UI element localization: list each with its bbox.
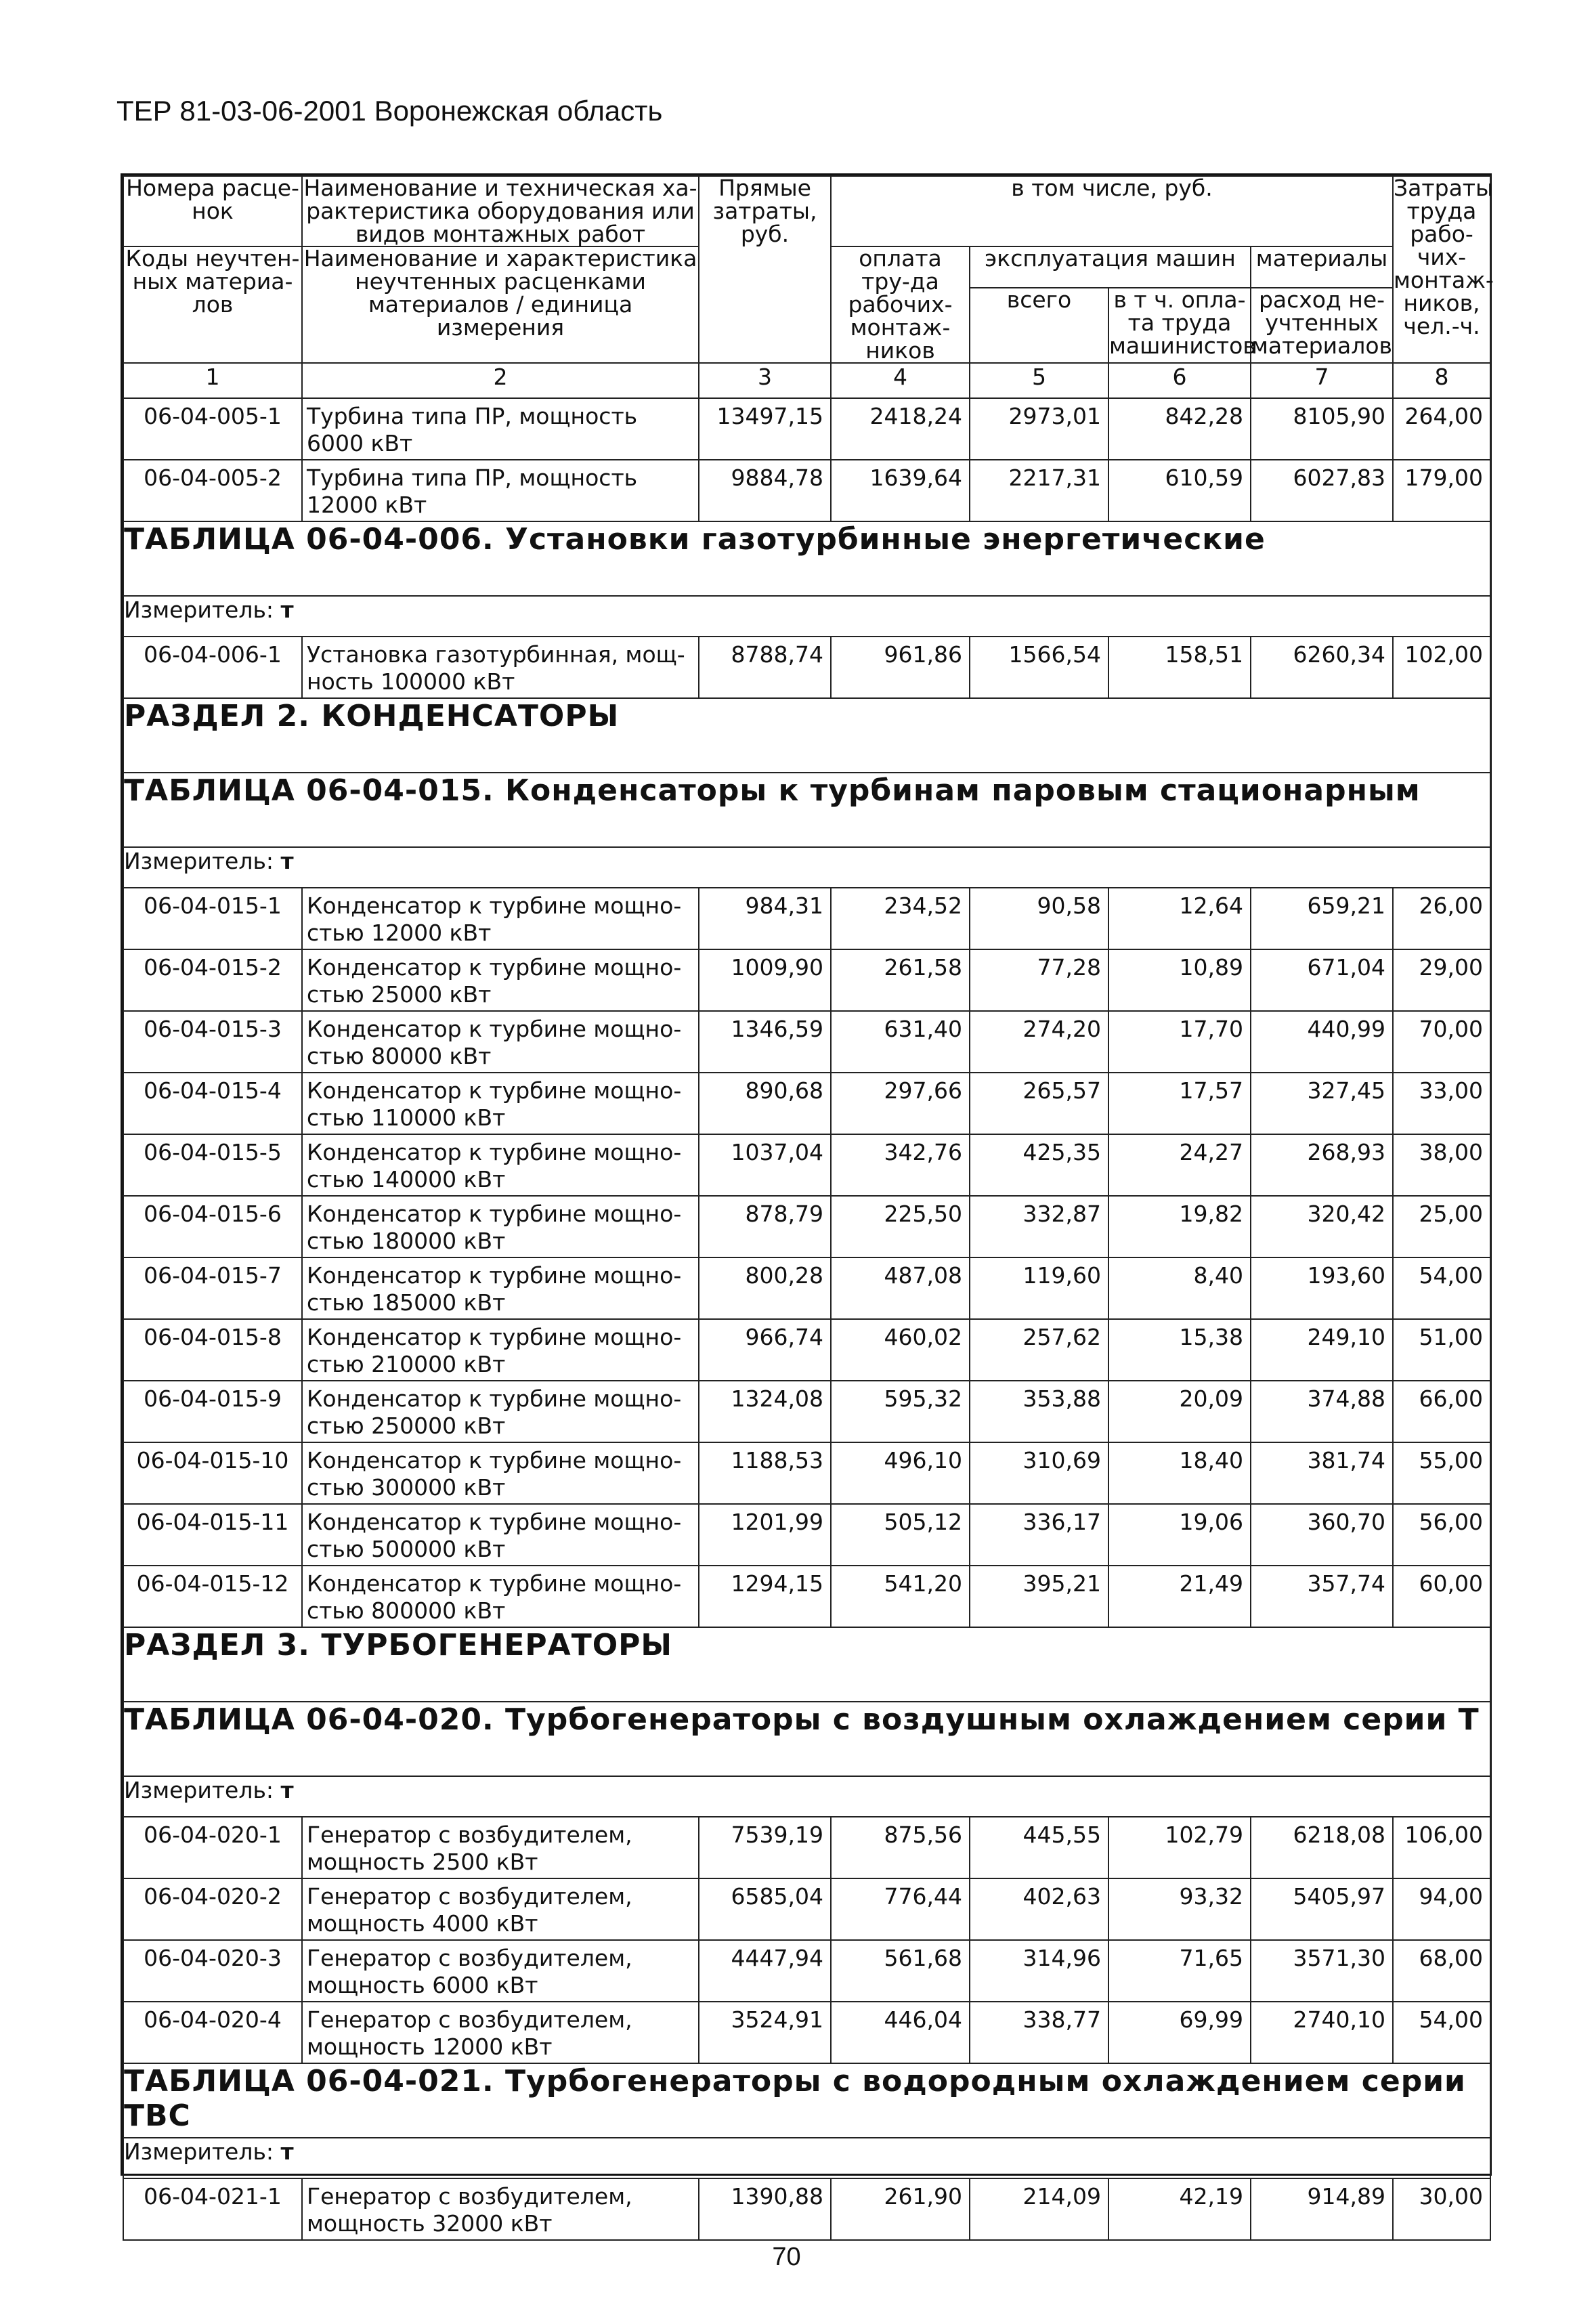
table-row — [123, 888, 1490, 949]
labor-hours: 38,00 — [1393, 1134, 1490, 1196]
rate-name: Конденсатор к турбине мощно-стью 12000 кВт — [302, 888, 699, 949]
unit-value: т — [280, 597, 294, 623]
materials-cost: 6260,34 — [1251, 637, 1393, 698]
unit-cell — [123, 596, 1490, 637]
machine-labor: 19,06 — [1108, 1504, 1251, 1566]
col-machine-labor: в т ч. опла-та труда машинистов — [1108, 288, 1251, 363]
section-title-row — [123, 698, 1490, 773]
unit-value: т — [280, 1777, 294, 1803]
machine-total: 338,77 — [970, 2002, 1108, 2063]
table-row — [123, 2002, 1490, 2063]
table-row — [123, 398, 1490, 460]
rate-name: Конденсатор к турбине мощно-стью 180000 кВт — [302, 1196, 699, 1257]
table-row — [123, 1817, 1490, 1878]
column-number: 8 — [1393, 363, 1490, 398]
direct-costs: 13497,15 — [699, 398, 831, 460]
machine-labor: 8,40 — [1108, 1257, 1251, 1319]
column-number: 1 — [123, 363, 302, 398]
labor-hours: 25,00 — [1393, 1196, 1490, 1257]
unit-row — [123, 1776, 1490, 1817]
machine-labor: 69,99 — [1108, 2002, 1251, 2063]
labor-pay: 297,66 — [831, 1073, 970, 1134]
col-labor-costs: Затраты труда рабо-чих-монтаж-ников, чел.-ч. — [1393, 176, 1490, 363]
materials-cost: 320,42 — [1251, 1196, 1393, 1257]
rate-code: 06-04-020-2 — [123, 1878, 302, 1940]
direct-costs: 3524,91 — [699, 2002, 831, 2063]
labor-pay: 875,56 — [831, 1817, 970, 1878]
unit-value: т — [280, 2138, 294, 2165]
column-number: 3 — [699, 363, 831, 398]
direct-costs: 984,31 — [699, 888, 831, 949]
rate-name: Конденсатор к турбине мощно-стью 25000 кВт — [302, 949, 699, 1011]
direct-costs: 966,74 — [699, 1319, 831, 1381]
materials-cost: 659,21 — [1251, 888, 1393, 949]
rate-name: Генератор с возбудителем, мощность 2500 кВт — [302, 1817, 699, 1878]
materials-cost: 440,99 — [1251, 1011, 1393, 1073]
rate-name: Конденсатор к турбине мощно-стью 300000 кВт — [302, 1442, 699, 1504]
document-header: ТЕР 81-03-06-2001 Воронежская область — [116, 95, 663, 127]
machine-total: 445,55 — [970, 1817, 1108, 1878]
direct-costs: 1294,15 — [699, 1566, 831, 1627]
rate-name: Конденсатор к турбине мощно-стью 185000 кВт — [302, 1257, 699, 1319]
table-title-row — [123, 1702, 1490, 1776]
machine-labor: 610,59 — [1108, 460, 1251, 521]
rate-name: Турбина типа ПР, мощность 6000 кВт — [302, 398, 699, 460]
direct-costs: 1037,04 — [699, 1134, 831, 1196]
machine-total: 402,63 — [970, 1878, 1108, 1940]
materials-cost: 249,10 — [1251, 1319, 1393, 1381]
rate-code: 06-04-015-10 — [123, 1442, 302, 1504]
col-name-tech: Наименование и техническая ха-рактеристика оборудования или видов монтажных работ — [302, 176, 699, 246]
rate-name: Генератор с возбудителем, мощность 4000 кВт — [302, 1878, 699, 1940]
column-number: 4 — [831, 363, 970, 398]
labor-hours: 94,00 — [1393, 1878, 1490, 1940]
materials-cost: 381,74 — [1251, 1442, 1393, 1504]
table-row — [123, 1319, 1490, 1381]
rate-name: Генератор с возбудителем, мощность 12000 кВт — [302, 2002, 699, 2063]
table-title-cell — [123, 2063, 1490, 2138]
rate-code: 06-04-006-1 — [123, 637, 302, 698]
machine-total: 77,28 — [970, 949, 1108, 1011]
materials-cost: 374,88 — [1251, 1381, 1393, 1442]
col-direct-costs: Прямые затраты, руб. — [699, 176, 831, 363]
table-title: ТАБЛИЦА 06-04-020. Турбогенераторы с воздушным охлаждением серии Т — [124, 1702, 1480, 1737]
unit-cell — [123, 2138, 1490, 2178]
labor-pay: 541,20 — [831, 1566, 970, 1627]
rate-name: Установка газотурбинная, мощ-ность 100000 кВт — [302, 637, 699, 698]
machine-total: 310,69 — [970, 1442, 1108, 1504]
labor-hours: 60,00 — [1393, 1566, 1490, 1627]
table-title-row — [123, 773, 1490, 847]
col-machine-ops: эксплуатация машин — [970, 246, 1251, 288]
labor-hours: 70,00 — [1393, 1011, 1490, 1073]
direct-costs: 1346,59 — [699, 1011, 831, 1073]
rate-code: 06-04-020-4 — [123, 2002, 302, 2063]
labor-pay: 961,86 — [831, 637, 970, 698]
labor-pay: 496,10 — [831, 1442, 970, 1504]
machine-total: 265,57 — [970, 1073, 1108, 1134]
labor-hours: 51,00 — [1393, 1319, 1490, 1381]
rate-code: 06-04-021-1 — [123, 2178, 302, 2240]
section-title: РАЗДЕЛ 3. ТУРБОГЕНЕРАТОРЫ — [124, 1628, 672, 1662]
direct-costs: 6585,04 — [699, 1878, 831, 1940]
machine-labor: 842,28 — [1108, 398, 1251, 460]
labor-pay: 505,12 — [831, 1504, 970, 1566]
col-labor-pay: оплата тру-да рабочих-монтаж-ников — [831, 246, 970, 363]
materials-cost: 5405,97 — [1251, 1878, 1393, 1940]
labor-hours: 29,00 — [1393, 949, 1490, 1011]
materials-cost: 360,70 — [1251, 1504, 1393, 1566]
labor-hours: 68,00 — [1393, 1940, 1490, 2002]
unit-label: Измеритель: — [124, 597, 274, 623]
section-title-row — [123, 1627, 1490, 1702]
machine-total: 274,20 — [970, 1011, 1108, 1073]
unit-row — [123, 2138, 1490, 2178]
direct-costs: 1390,88 — [699, 2178, 831, 2240]
rate-code: 06-04-005-1 — [123, 398, 302, 460]
table-row — [123, 1566, 1490, 1627]
machine-total: 119,60 — [970, 1257, 1108, 1319]
direct-costs: 800,28 — [699, 1257, 831, 1319]
materials-cost: 8105,90 — [1251, 398, 1393, 460]
table-row — [123, 1196, 1490, 1257]
labor-hours: 66,00 — [1393, 1381, 1490, 1442]
table-row — [123, 1878, 1490, 1940]
table-row — [123, 2178, 1490, 2240]
table-title-cell — [123, 521, 1490, 596]
unit-value: т — [280, 848, 294, 874]
labor-pay: 234,52 — [831, 888, 970, 949]
table-row — [123, 949, 1490, 1011]
machine-total: 332,87 — [970, 1196, 1108, 1257]
materials-cost: 914,89 — [1251, 2178, 1393, 2240]
labor-hours: 264,00 — [1393, 398, 1490, 460]
table-row — [123, 637, 1490, 698]
rate-name: Конденсатор к турбине мощно-стью 80000 кВт — [302, 1011, 699, 1073]
rate-name: Генератор с возбудителем, мощность 32000 кВт — [302, 2178, 699, 2240]
direct-costs: 890,68 — [699, 1073, 831, 1134]
materials-cost: 327,45 — [1251, 1073, 1393, 1134]
rate-name: Генератор с возбудителем, мощность 6000 кВт — [302, 1940, 699, 2002]
direct-costs: 8788,74 — [699, 637, 831, 698]
machine-total: 314,96 — [970, 1940, 1108, 2002]
labor-pay: 460,02 — [831, 1319, 970, 1381]
col-codes-unaccounted: Коды неучтен-ных материа-лов — [123, 246, 302, 363]
labor-hours: 102,00 — [1393, 637, 1490, 698]
machine-labor: 10,89 — [1108, 949, 1251, 1011]
rate-code: 06-04-020-1 — [123, 1817, 302, 1878]
labor-hours: 26,00 — [1393, 888, 1490, 949]
unit-row — [123, 596, 1490, 637]
table-row — [123, 1442, 1490, 1504]
labor-hours: 30,00 — [1393, 2178, 1490, 2240]
materials-cost: 6218,08 — [1251, 1817, 1393, 1878]
materials-cost: 3571,30 — [1251, 1940, 1393, 2002]
machine-labor: 17,70 — [1108, 1011, 1251, 1073]
table-row — [123, 1940, 1490, 2002]
rate-name: Конденсатор к турбине мощно-стью 110000 кВт — [302, 1073, 699, 1134]
rate-code: 06-04-015-1 — [123, 888, 302, 949]
rate-name: Конденсатор к турбине мощно-стью 210000 кВт — [302, 1319, 699, 1381]
direct-costs: 1188,53 — [699, 1442, 831, 1504]
unit-label: Измеритель: — [124, 848, 274, 874]
labor-hours: 55,00 — [1393, 1442, 1490, 1504]
table-title-row — [123, 521, 1490, 596]
labor-pay: 342,76 — [831, 1134, 970, 1196]
machine-labor: 24,27 — [1108, 1134, 1251, 1196]
table-title: ТАБЛИЦА 06-04-021. Турбогенераторы с водородным охлаждением серии ТВС — [124, 2064, 1466, 2133]
materials-cost: 193,60 — [1251, 1257, 1393, 1319]
rate-code: 06-04-015-7 — [123, 1257, 302, 1319]
col-incl: в том числе, руб. — [831, 176, 1393, 246]
labor-pay: 446,04 — [831, 2002, 970, 2063]
column-number: 6 — [1108, 363, 1251, 398]
table-title: ТАБЛИЦА 06-04-015. Конденсаторы к турбинам паровым стационарным — [124, 773, 1421, 808]
machine-labor: 19,82 — [1108, 1196, 1251, 1257]
rate-code: 06-04-015-12 — [123, 1566, 302, 1627]
materials-cost: 357,74 — [1251, 1566, 1393, 1627]
labor-hours: 33,00 — [1393, 1073, 1490, 1134]
rate-code: 06-04-015-4 — [123, 1073, 302, 1134]
table-title-cell — [123, 773, 1490, 847]
rate-code: 06-04-015-11 — [123, 1504, 302, 1566]
machine-labor: 42,19 — [1108, 2178, 1251, 2240]
rate-code: 06-04-015-3 — [123, 1011, 302, 1073]
col-materials-consumption: расход не-учтенных материалов — [1251, 288, 1393, 363]
section-title-cell — [123, 698, 1490, 773]
direct-costs: 878,79 — [699, 1196, 831, 1257]
machine-total: 257,62 — [970, 1319, 1108, 1381]
machine-labor: 93,32 — [1108, 1878, 1251, 1940]
labor-hours: 54,00 — [1393, 1257, 1490, 1319]
labor-pay: 776,44 — [831, 1878, 970, 1940]
rate-name: Конденсатор к турбине мощно-стью 140000 кВт — [302, 1134, 699, 1196]
rate-code: 06-04-015-8 — [123, 1319, 302, 1381]
section-title: РАЗДЕЛ 2. КОНДЕНСАТОРЫ — [124, 699, 620, 733]
rate-code: 06-04-015-9 — [123, 1381, 302, 1442]
table-row — [123, 1073, 1490, 1134]
materials-cost: 2740,10 — [1251, 2002, 1393, 2063]
labor-pay: 487,08 — [831, 1257, 970, 1319]
rate-name: Конденсатор к турбине мощно-стью 500000 кВт — [302, 1504, 699, 1566]
machine-total: 353,88 — [970, 1381, 1108, 1442]
section-title-cell — [123, 1627, 1490, 1702]
table-row — [123, 1134, 1490, 1196]
labor-pay: 2418,24 — [831, 398, 970, 460]
machine-labor: 102,79 — [1108, 1817, 1251, 1878]
machine-labor: 21,49 — [1108, 1566, 1251, 1627]
table-row — [123, 460, 1490, 521]
direct-costs: 4447,94 — [699, 1940, 831, 2002]
materials-cost: 268,93 — [1251, 1134, 1393, 1196]
machine-total: 214,09 — [970, 2178, 1108, 2240]
labor-hours: 56,00 — [1393, 1504, 1490, 1566]
machine-labor: 158,51 — [1108, 637, 1251, 698]
machine-total: 395,21 — [970, 1566, 1108, 1627]
rates-table — [123, 175, 1494, 2241]
table-row — [123, 1504, 1490, 1566]
labor-hours: 106,00 — [1393, 1817, 1490, 1878]
materials-cost: 671,04 — [1251, 949, 1393, 1011]
rates-sheet — [121, 173, 1494, 2237]
rate-name: Конденсатор к турбине мощно-стью 800000 кВт — [302, 1566, 699, 1627]
machine-labor: 17,57 — [1108, 1073, 1251, 1134]
machine-labor: 20,09 — [1108, 1381, 1251, 1442]
header-row-1 — [123, 176, 1490, 246]
rate-name: Турбина типа ПР, мощность 12000 кВт — [302, 460, 699, 521]
col-name-unaccounted: Наименование и характеристика неучтенных расценками материалов / единица измерения — [302, 246, 699, 363]
machine-labor: 71,65 — [1108, 1940, 1251, 2002]
direct-costs: 1201,99 — [699, 1504, 831, 1566]
unit-cell — [123, 1776, 1490, 1817]
table-row — [123, 1257, 1490, 1319]
unit-row — [123, 847, 1490, 888]
direct-costs: 1324,08 — [699, 1381, 831, 1442]
machine-labor: 15,38 — [1108, 1319, 1251, 1381]
materials-cost: 6027,83 — [1251, 460, 1393, 521]
rate-code: 06-04-005-2 — [123, 460, 302, 521]
table-title-cell — [123, 1702, 1490, 1776]
unit-label: Измеритель: — [124, 1777, 274, 1803]
rate-code: 06-04-015-5 — [123, 1134, 302, 1196]
labor-pay: 261,58 — [831, 949, 970, 1011]
labor-pay: 1639,64 — [831, 460, 970, 521]
machine-total: 336,17 — [970, 1504, 1108, 1566]
machine-labor: 12,64 — [1108, 888, 1251, 949]
col-rates-numbers: Номера расце-нок — [123, 176, 302, 246]
rate-name: Конденсатор к турбине мощно-стью 250000 кВт — [302, 1381, 699, 1442]
direct-costs: 7539,19 — [699, 1817, 831, 1878]
unit-cell — [123, 847, 1490, 888]
col-machine-total: всего — [970, 288, 1108, 363]
direct-costs: 1009,90 — [699, 949, 831, 1011]
column-number: 7 — [1251, 363, 1393, 398]
unit-label: Измеритель: — [124, 2138, 274, 2165]
labor-pay: 261,90 — [831, 2178, 970, 2240]
rate-code: 06-04-015-2 — [123, 949, 302, 1011]
rate-code: 06-04-015-6 — [123, 1196, 302, 1257]
column-number: 5 — [970, 363, 1108, 398]
column-numbers-row — [123, 363, 1490, 398]
table-row — [123, 1381, 1490, 1442]
labor-hours: 179,00 — [1393, 460, 1490, 521]
machine-total: 2217,31 — [970, 460, 1108, 521]
rate-code: 06-04-020-3 — [123, 1940, 302, 2002]
machine-total: 2973,01 — [970, 398, 1108, 460]
column-number: 2 — [302, 363, 699, 398]
direct-costs: 9884,78 — [699, 460, 831, 521]
page-number: 70 — [772, 2243, 801, 2271]
machine-labor: 18,40 — [1108, 1442, 1251, 1504]
machine-total: 90,58 — [970, 888, 1108, 949]
labor-pay: 595,32 — [831, 1381, 970, 1442]
labor-pay: 631,40 — [831, 1011, 970, 1073]
table-title-row — [123, 2063, 1490, 2138]
machine-total: 425,35 — [970, 1134, 1108, 1196]
labor-hours: 54,00 — [1393, 2002, 1490, 2063]
col-materials: материалы — [1251, 246, 1393, 288]
labor-pay: 225,50 — [831, 1196, 970, 1257]
labor-pay: 561,68 — [831, 1940, 970, 2002]
machine-total: 1566,54 — [970, 637, 1108, 698]
table-title: ТАБЛИЦА 06-04-006. Установки газотурбинные энергетические — [124, 522, 1266, 557]
table-row — [123, 1011, 1490, 1073]
